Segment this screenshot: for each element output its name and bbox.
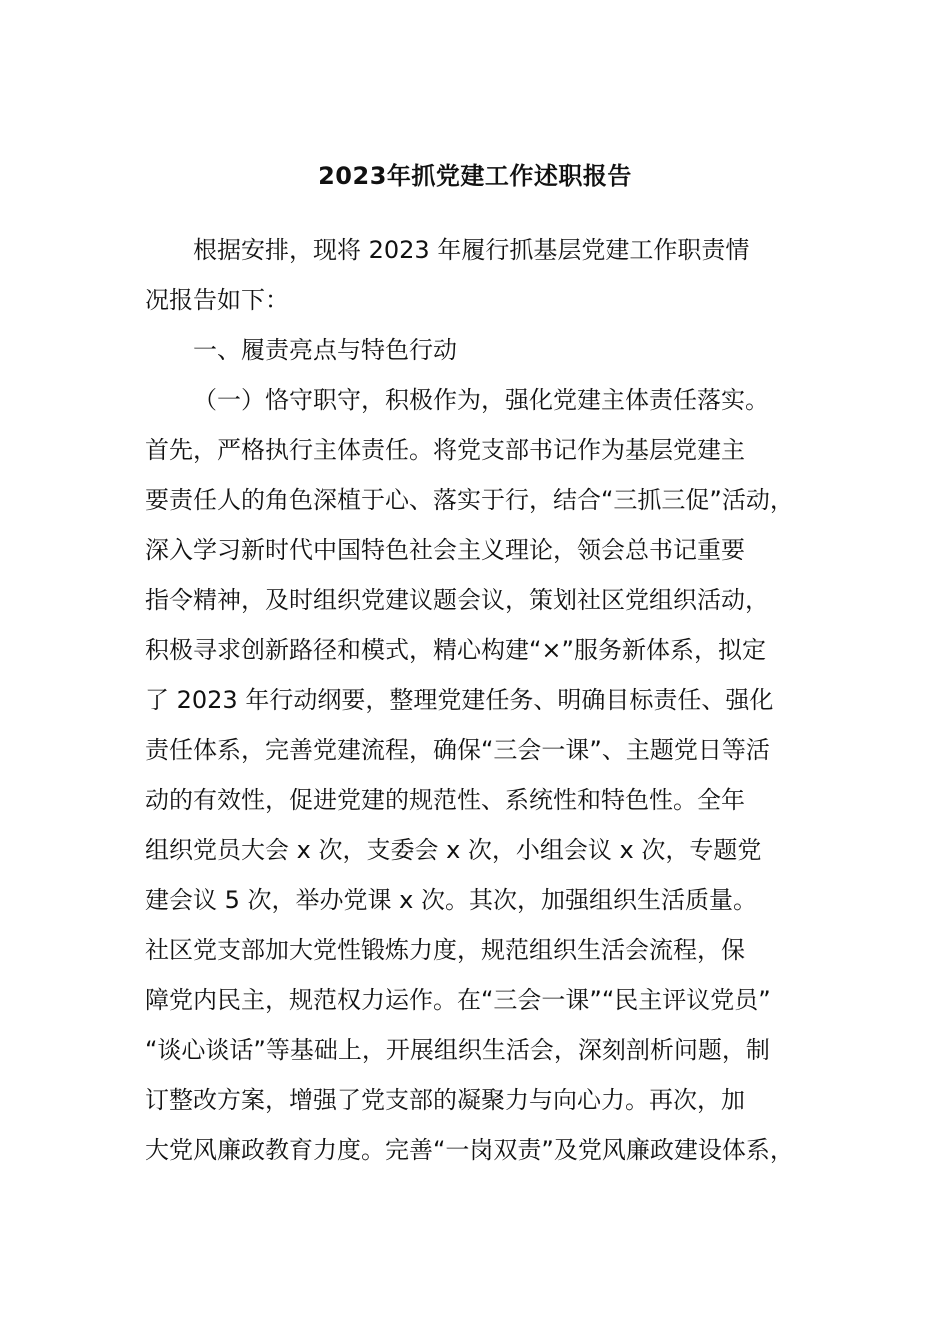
section-heading: 一、履责亮点与特色行动: [193, 336, 457, 364]
paragraph-line: 积极寻求创新路径和模式，精心构建“×”服务新体系，拟定: [145, 636, 766, 664]
paragraph-line: 订整改方案，增强了党支部的凝聚力与向心力。再次，加: [145, 1086, 745, 1114]
paragraph-line: 责任体系，完善党建流程，确保“三会一课”、主题党日等活: [145, 736, 770, 764]
paragraph-line: 动的有效性，促进党建的规范性、系统性和特色性。全年: [145, 786, 745, 814]
paragraph-line: “谈心谈话”等基础上，开展组织生活会，深刻剖析问题，制: [145, 1036, 770, 1064]
paragraph-line: 建会议 5 次，举办党课 x 次。其次，加强组织生活质量。: [145, 886, 757, 914]
paragraph-line: 指令精神，及时组织党建议题会议，策划社区党组织活动，: [145, 586, 769, 614]
paragraph-line: 况报告如下：: [145, 286, 289, 314]
paragraph-line: 组织党员大会 x 次，支委会 x 次，小组会议 x 次，专题党: [145, 836, 762, 864]
paragraph-line: 大党风廉政教育力度。完善“一岗双责”及党风廉政建设体系，: [145, 1136, 794, 1164]
paragraph-line: 深入学习新时代中国特色社会主义理论，领会总书记重要: [145, 536, 745, 564]
paragraph-line: 障党内民主，规范权力运作。在“三会一课”“民主评议党员”: [145, 986, 771, 1014]
paragraph-line: 了 2023 年行动纲要，整理党建任务、明确目标责任、强化: [145, 686, 774, 714]
paragraph-line: 要责任人的角色深植于心、落实于行，结合“三抓三促”活动，: [145, 486, 794, 514]
paragraph-line: 首先，严格执行主体责任。将党支部书记作为基层党建主: [145, 436, 745, 464]
paragraph-line: 根据安排，现将 2023 年履行抓基层党建工作职责情: [193, 236, 750, 264]
paragraph-line: 社区党支部加大党性锻炼力度，规范组织生活会流程，保: [145, 936, 745, 964]
subsection-heading: （一）恪守职守，积极作为，强化党建主体责任落实。: [193, 386, 769, 414]
document-title: 2023年抓党建工作述职报告: [318, 162, 632, 190]
